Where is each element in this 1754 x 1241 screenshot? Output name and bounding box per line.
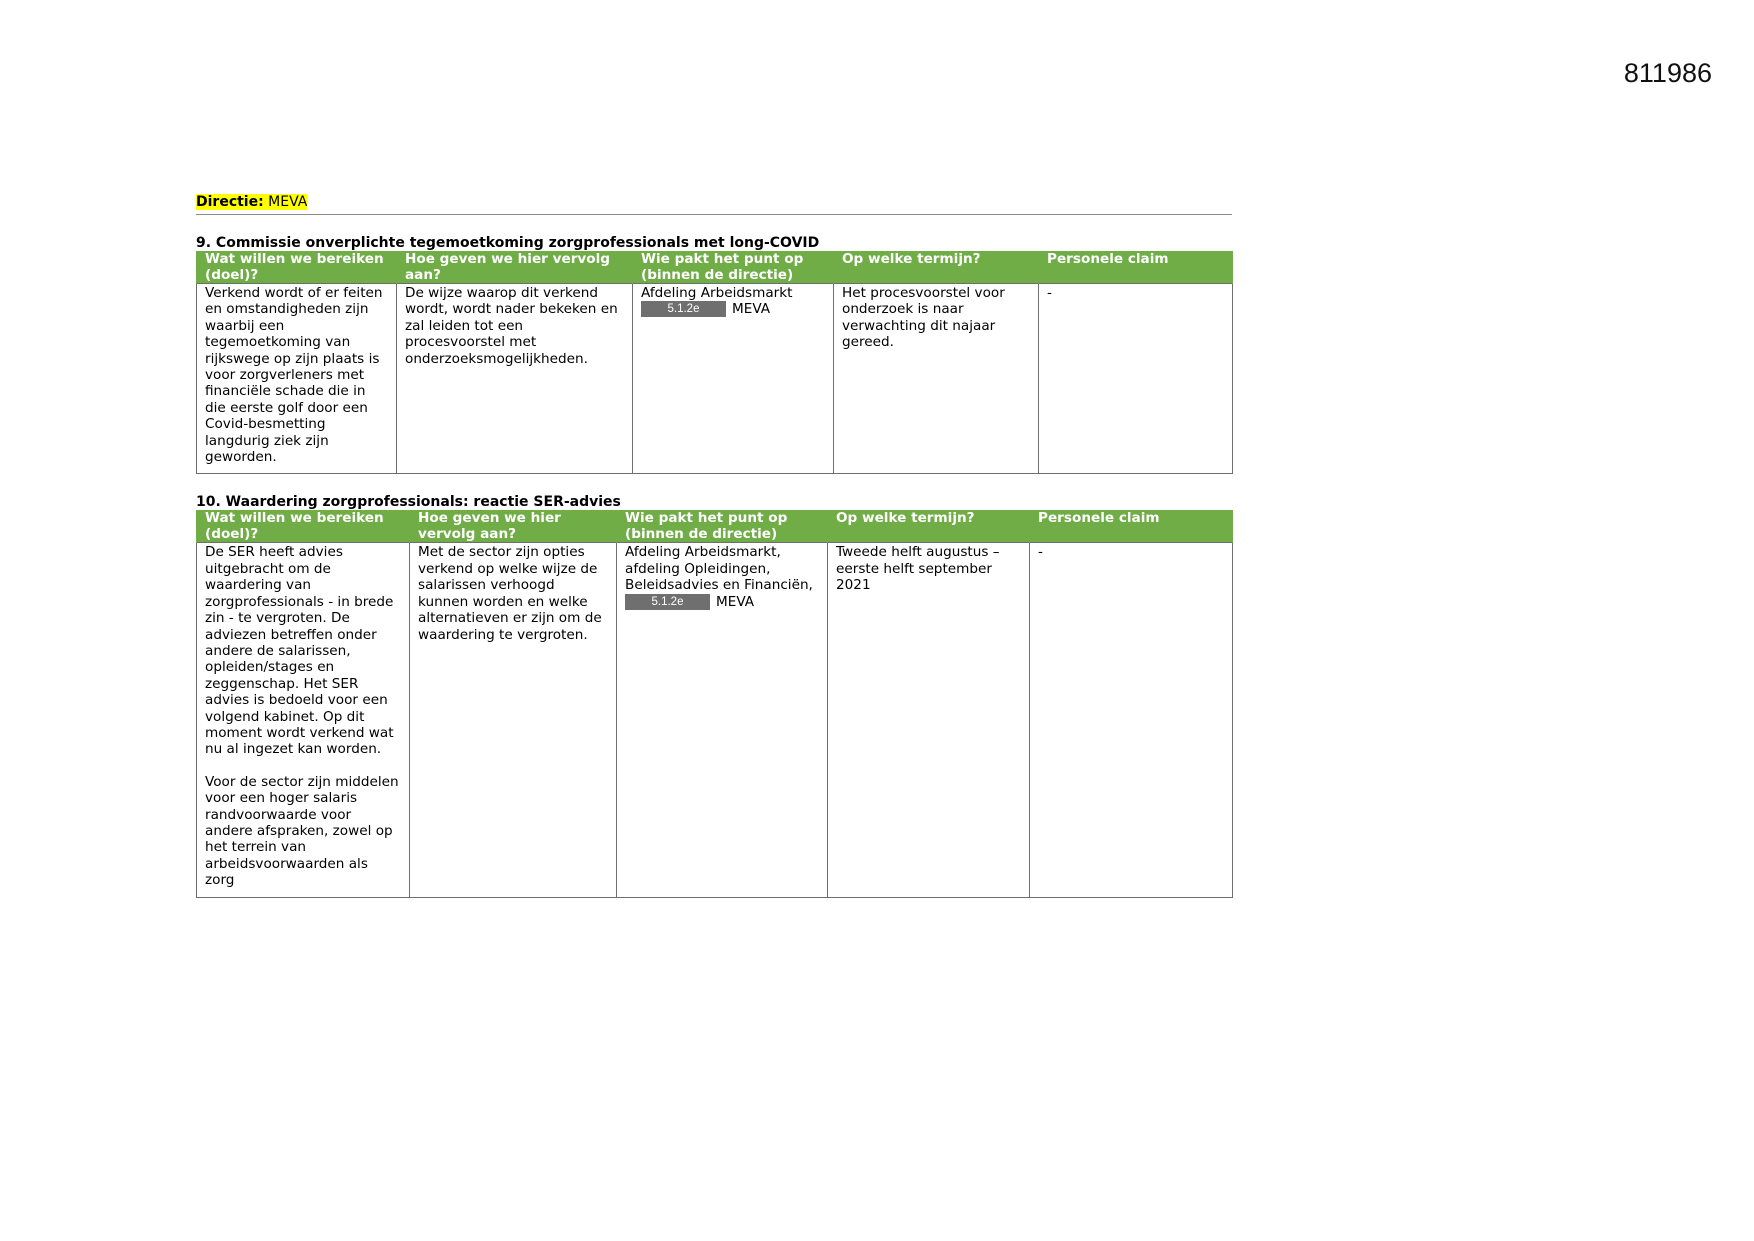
table-row <box>197 284 1233 474</box>
wie-text: Afdeling Arbeidsmarkt, afdeling Opleidingen, Beleidsadvies en Financiën, <box>625 544 813 594</box>
table-header-row <box>197 251 1233 284</box>
document-content <box>196 194 1232 898</box>
header-cell: Hoe geven we hier vervolg aan? <box>410 510 617 543</box>
wie-suffix: MEVA <box>716 593 755 610</box>
vervolg-cell: Met de sector zijn opties verkend op welke wijze de salarissen verhoogd kunnen worden en welke alternatieven er zijn om de waardering te vergroten. <box>410 543 617 897</box>
redaction-box: 5.1.2e <box>641 301 726 317</box>
doel-paragraph: Voor de sector zijn middelen voor een hoger salaris randvoorwaarde voor andere afspraken, zowel op het terrein van arbeidsvoorwaarden als zorg <box>205 773 399 889</box>
directie-highlight <box>196 194 307 210</box>
section-table <box>196 251 1233 474</box>
wie-suffix: MEVA <box>732 301 771 318</box>
wie-cell <box>617 543 828 897</box>
header-cell: Op welke termijn? <box>828 510 1030 543</box>
termijn-cell: Tweede helft augustus – eerste helft september 2021 <box>828 543 1030 897</box>
header-cell: Personele claim <box>1039 251 1233 284</box>
header-cell: Wie pakt het punt op (binnen de directie) <box>617 510 828 543</box>
document-number: 811986 <box>1623 58 1712 88</box>
termijn-cell: Het procesvoorstel voor onderzoek is naar verwachting dit najaar gereed. <box>834 284 1039 474</box>
wie-text: Afdeling Arbeidsmarkt <box>641 285 793 301</box>
header-cell: Wat willen we bereiken (doel)? <box>197 251 397 284</box>
directie-label: Directie: <box>196 194 264 210</box>
wie-cell <box>633 284 834 474</box>
header-cell: Wie pakt het punt op (binnen de directie) <box>633 251 834 284</box>
header-cell: Personele claim <box>1030 510 1233 543</box>
header-cell: Wat willen we bereiken (doel)? <box>197 510 410 543</box>
vervolg-cell: De wijze waarop dit verkend wordt, wordt nader bekeken en zal leiden tot een procesvoorstel met onderzoeksmogelijkheden. <box>397 284 633 474</box>
doel-cell: Verkend wordt of er feiten en omstandigheden zijn waarbij een tegemoetkoming van rijkswege op zijn plaats is voor zorgverleners met financiële schade die in die eerste golf door een Covid-besmetting langdurig ziek zijn geworden. <box>197 284 397 474</box>
doel-cell <box>197 543 410 897</box>
table-row <box>197 543 1233 897</box>
header-cell: Hoe geven we hier vervolg aan? <box>397 251 633 284</box>
section-table <box>196 510 1233 897</box>
table-header-row <box>197 510 1233 543</box>
section-title: 10. Waardering zorgprofessionals: reactie SER-advies <box>196 494 621 511</box>
directie-value: MEVA <box>268 194 308 210</box>
claim-cell: - <box>1030 543 1233 897</box>
header-cell: Op welke termijn? <box>834 251 1039 284</box>
redaction-box: 5.1.2e <box>625 594 710 610</box>
doel-paragraph: De SER heeft advies uitgebracht om de waardering van zorgprofessionals - in brede zin - te vergroten. De adviezen betreffen onder andere de salarissen, opleiden/stages en zeggenschap. Het SER advies is bedoeld voor een volgend kabinet. Op dit moment wordt verkend wat nu al ingezet kan worden. <box>205 544 394 758</box>
claim-cell: - <box>1039 284 1233 474</box>
section-title: 9. Commissie onverplichte tegemoetkoming zorgprofessionals met long-COVID <box>196 235 820 251</box>
directie-line <box>196 194 1232 215</box>
